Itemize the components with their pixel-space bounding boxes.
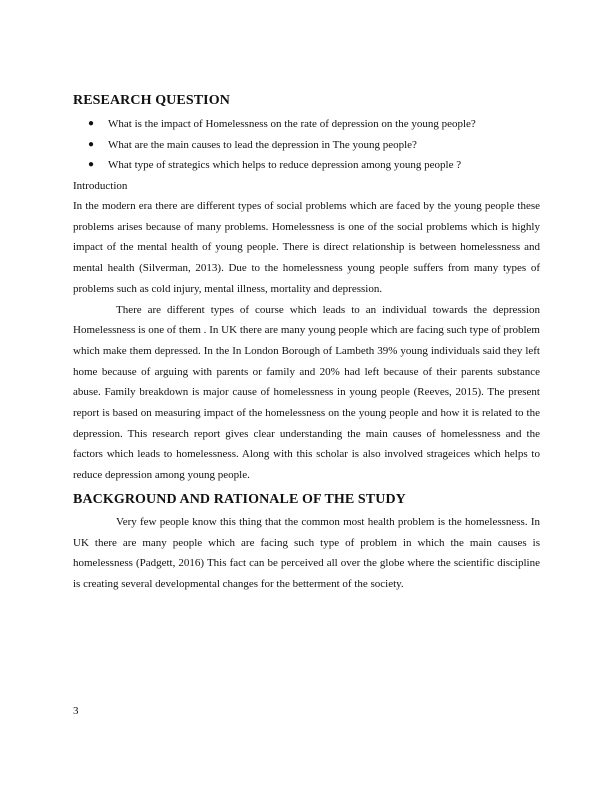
heading-background: BACKGROUND AND RATIONALE OF THE STUDY [73,491,406,507]
page-number: 3 [73,705,79,717]
paragraph-causes: There are different types of course which leads to an individual towards the depression Homelessness is one of them . In UK there are many young people which are facing such type of problem which make them depressed. In the In London Borough of Lambeth 39% young individuals said they left home because of arguing with parents or family and 20% had left because of their parents substance abuse. Family breakdown is major cause of homelessness in young people (Reeves, 2015). The present report is based on measuring impact of the homelessness on the young people and how it is related to the depression. This research report gives clear understanding the main causes of homelessness and the factors which leads to homelessness. Along with this scholar is also involved strageices which helps to reduce depression among young people. [73,303,540,482]
question-text: What are the main causes to lead the depression in The young people? [108,138,417,151]
question-text: What is the impact of Homelessness on the rate of depression on the young people? [108,118,476,130]
bullet-icon: ● [88,118,95,129]
list-item [73,114,540,135]
page-content [73,91,540,595]
list-item [73,155,540,176]
bullet-icon: ● [88,159,95,170]
research-questions-list [73,114,540,176]
paragraph-intro: In the modern era there are different types of social problems which are faced by the young people these problems arises because of many problems. Homelessness is one of the social problems which is highly impact of the mental health of young people. There is direct relationship is between homelessness and mental health (Silverman, 2013). Due to the homelessness young people suffers from many types of problems such as cold injury, mental illness, mortality and depression. [73,200,540,295]
introduction-label: Introduction [73,179,128,192]
heading-research-question: RESEARCH QUESTION [73,93,230,108]
paragraph-background: Very few people know this thing that the common most health problem is the homelessness. In UK there are many people which are facing such type of problem in which the main causes is homelessness (Padgett, 2016) This fact can be perceived all over the globe where the scientific discipline is creating several developmental changes for the betterment of the society. [73,515,540,590]
question-text: What type of strategics which helps to reduce depression among young people ? [108,159,462,171]
list-item [73,135,540,156]
bullet-icon: ● [88,138,95,150]
